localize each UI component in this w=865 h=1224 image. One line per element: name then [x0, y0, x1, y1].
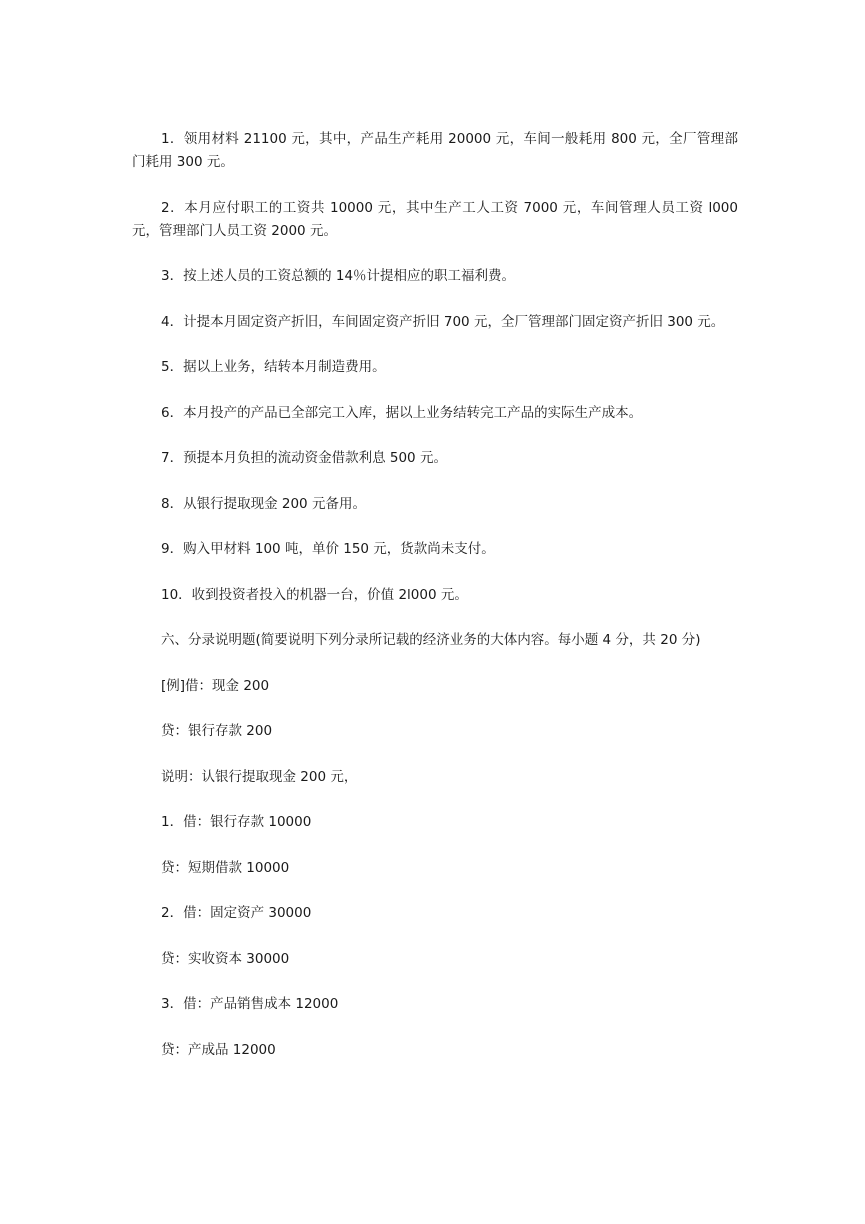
- document-body: [132, 128, 738, 1084]
- entry-2-credit-line: 贷：实收资本 30000: [161, 950, 290, 967]
- paragraph-3: 3．按上述人员的工资总额的 14％计提相应的职工福利费。: [161, 268, 516, 284]
- paragraph-4: 4．计提本月固定资产折旧，车间固定资产折旧 700 元，全厂管理部门固定资产折旧 300 元。: [161, 313, 725, 330]
- example-explanation-line: 说明：认银行提取现金 200 元，: [161, 768, 358, 785]
- paragraph-9: 9．购入甲材料 100 吨，单价 150 元，货款尚未支付。: [161, 541, 495, 557]
- paragraph-10: 10．收到投资者投入的机器一台，价值 2l000 元。: [161, 586, 468, 603]
- entry-2-debit-line: 2．借：固定资产 30000: [161, 905, 312, 921]
- entry-1-credit-line: 贷：短期借款 10000: [161, 859, 290, 876]
- example-credit-line: 贷：银行存款 200: [161, 723, 273, 739]
- paragraph-2: 2．本月应付职工的工资共 10000 元，其中生产工人工资 7000 元，车间管理人员工资 l000 元，管理部门人员工资 2000 元。: [132, 199, 738, 239]
- entry-3-credit-line: 贷：产成品 12000: [161, 1041, 276, 1058]
- paragraph-5: 5．据以上业务，结转本月制造费用。: [161, 359, 386, 375]
- example-debit-line: [例]借：现金 200: [161, 677, 270, 694]
- entry-3-debit-line: 3．借：产品销售成本 12000: [161, 996, 339, 1012]
- paragraph-8: 8．从银行提取现金 200 元备用。: [161, 495, 366, 512]
- paragraph-6: 6．本月投产的产品已全部完工入库，据以上业务结转完工产品的实际生产成本。: [161, 404, 643, 421]
- paragraph-1: 1．领用材料 21100 元，其中，产品生产耗用 20000 元，车间一般耗用 800 元，全厂管理部门耗用 300 元。: [132, 131, 738, 170]
- paragraph-7: 7．预提本月负担的流动资金借款利息 500 元。: [161, 450, 447, 466]
- section-heading-entry-explanation: 六、分录说明题(简要说明下列分录所记载的经济业务的大体内容。每小题 4 分，共 20 分): [161, 632, 701, 648]
- entry-1-debit-line: 1．借：银行存款 10000: [161, 814, 312, 830]
